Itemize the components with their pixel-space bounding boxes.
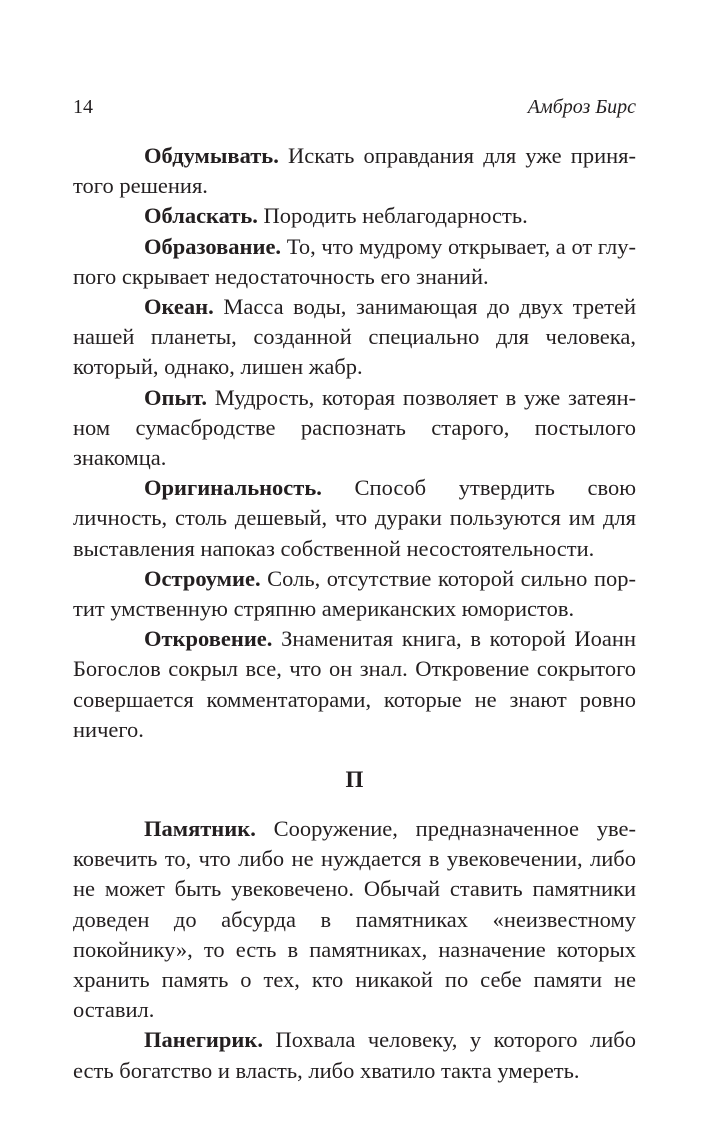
entry-definition: Похвала человеку, у которого либо есть богатство и власть, либо хватило такта умереть. bbox=[73, 1027, 637, 1083]
page-number: 14 bbox=[73, 96, 93, 118]
entry-term: Обдумывать. bbox=[144, 143, 279, 168]
dictionary-entry bbox=[73, 292, 636, 383]
dictionary-entry bbox=[73, 1025, 636, 1085]
entry-definition: Искать оправдания для уже принятого решения. bbox=[73, 143, 637, 199]
entry-term: Остроумие. bbox=[144, 565, 261, 591]
entry-definition: Мудрость, которая позволяет в уже затеянном сумасбродстве распознать старого, постылого знакомца. bbox=[73, 384, 637, 471]
entry-definition: То, что мудрому открывает, а от глупого скрывает недостаточность его знаний. bbox=[73, 233, 636, 289]
dictionary-entry bbox=[73, 564, 636, 624]
entry-term: Панегирик. bbox=[144, 1027, 263, 1053]
dictionary-entry bbox=[73, 141, 636, 201]
entry-definition: Способ утвердить свою личность, столь дешевый, что дураки пользуются им для выставления напоказ собственной несостоятельности. bbox=[73, 475, 636, 561]
dictionary-entry bbox=[73, 814, 636, 1025]
entry-term: Океан. bbox=[144, 294, 214, 320]
section-letter-heading: П bbox=[345, 767, 364, 793]
entry-definition: Соль, отсутствие которой сильно портит умственную стряпню американских юмористов. bbox=[73, 565, 637, 622]
entry-term: Оригинальность. bbox=[144, 475, 322, 501]
entry-term: Опыт. bbox=[144, 384, 208, 410]
running-head-author: Амброз Бирс bbox=[527, 96, 636, 118]
dictionary-entry bbox=[73, 473, 636, 564]
entry-term: Памятник. bbox=[144, 816, 256, 842]
entry-term: Откровение. bbox=[144, 626, 273, 652]
entry-definition: Сооружение, предназначенное увековечить то, что либо не нуждается в увековечении, либо не может быть увековечено. Обычай ставить памятники доведен до абсурда в памятниках «неизвестному покойнику», то есть в памятниках, назначение которых хранить память о тех, кто никакой по себе памяти не оставил. bbox=[73, 816, 636, 1023]
page-header bbox=[73, 92, 636, 122]
dictionary-entry bbox=[73, 624, 636, 745]
dictionary-entry bbox=[73, 232, 636, 292]
entry-definition: Породить неблагодарность. bbox=[263, 203, 528, 229]
entry-term: Обласкать. bbox=[144, 203, 258, 229]
entry-definition: Масса воды, занимающая до двух третей нашей планеты, созданной специально для человека, который, однако, лишен жабр. bbox=[73, 294, 636, 380]
dictionary-text bbox=[73, 141, 636, 1086]
entry-term: Образование. bbox=[144, 233, 282, 259]
dictionary-entry bbox=[73, 201, 636, 231]
dictionary-entry bbox=[73, 383, 636, 474]
entry-definition: Знаменитая книга, в которой Иоанн Богослов сокрыл все, что он знал. Откровение сокрытого совершается комментаторами, которые не знают ровно ничего. bbox=[73, 626, 636, 742]
